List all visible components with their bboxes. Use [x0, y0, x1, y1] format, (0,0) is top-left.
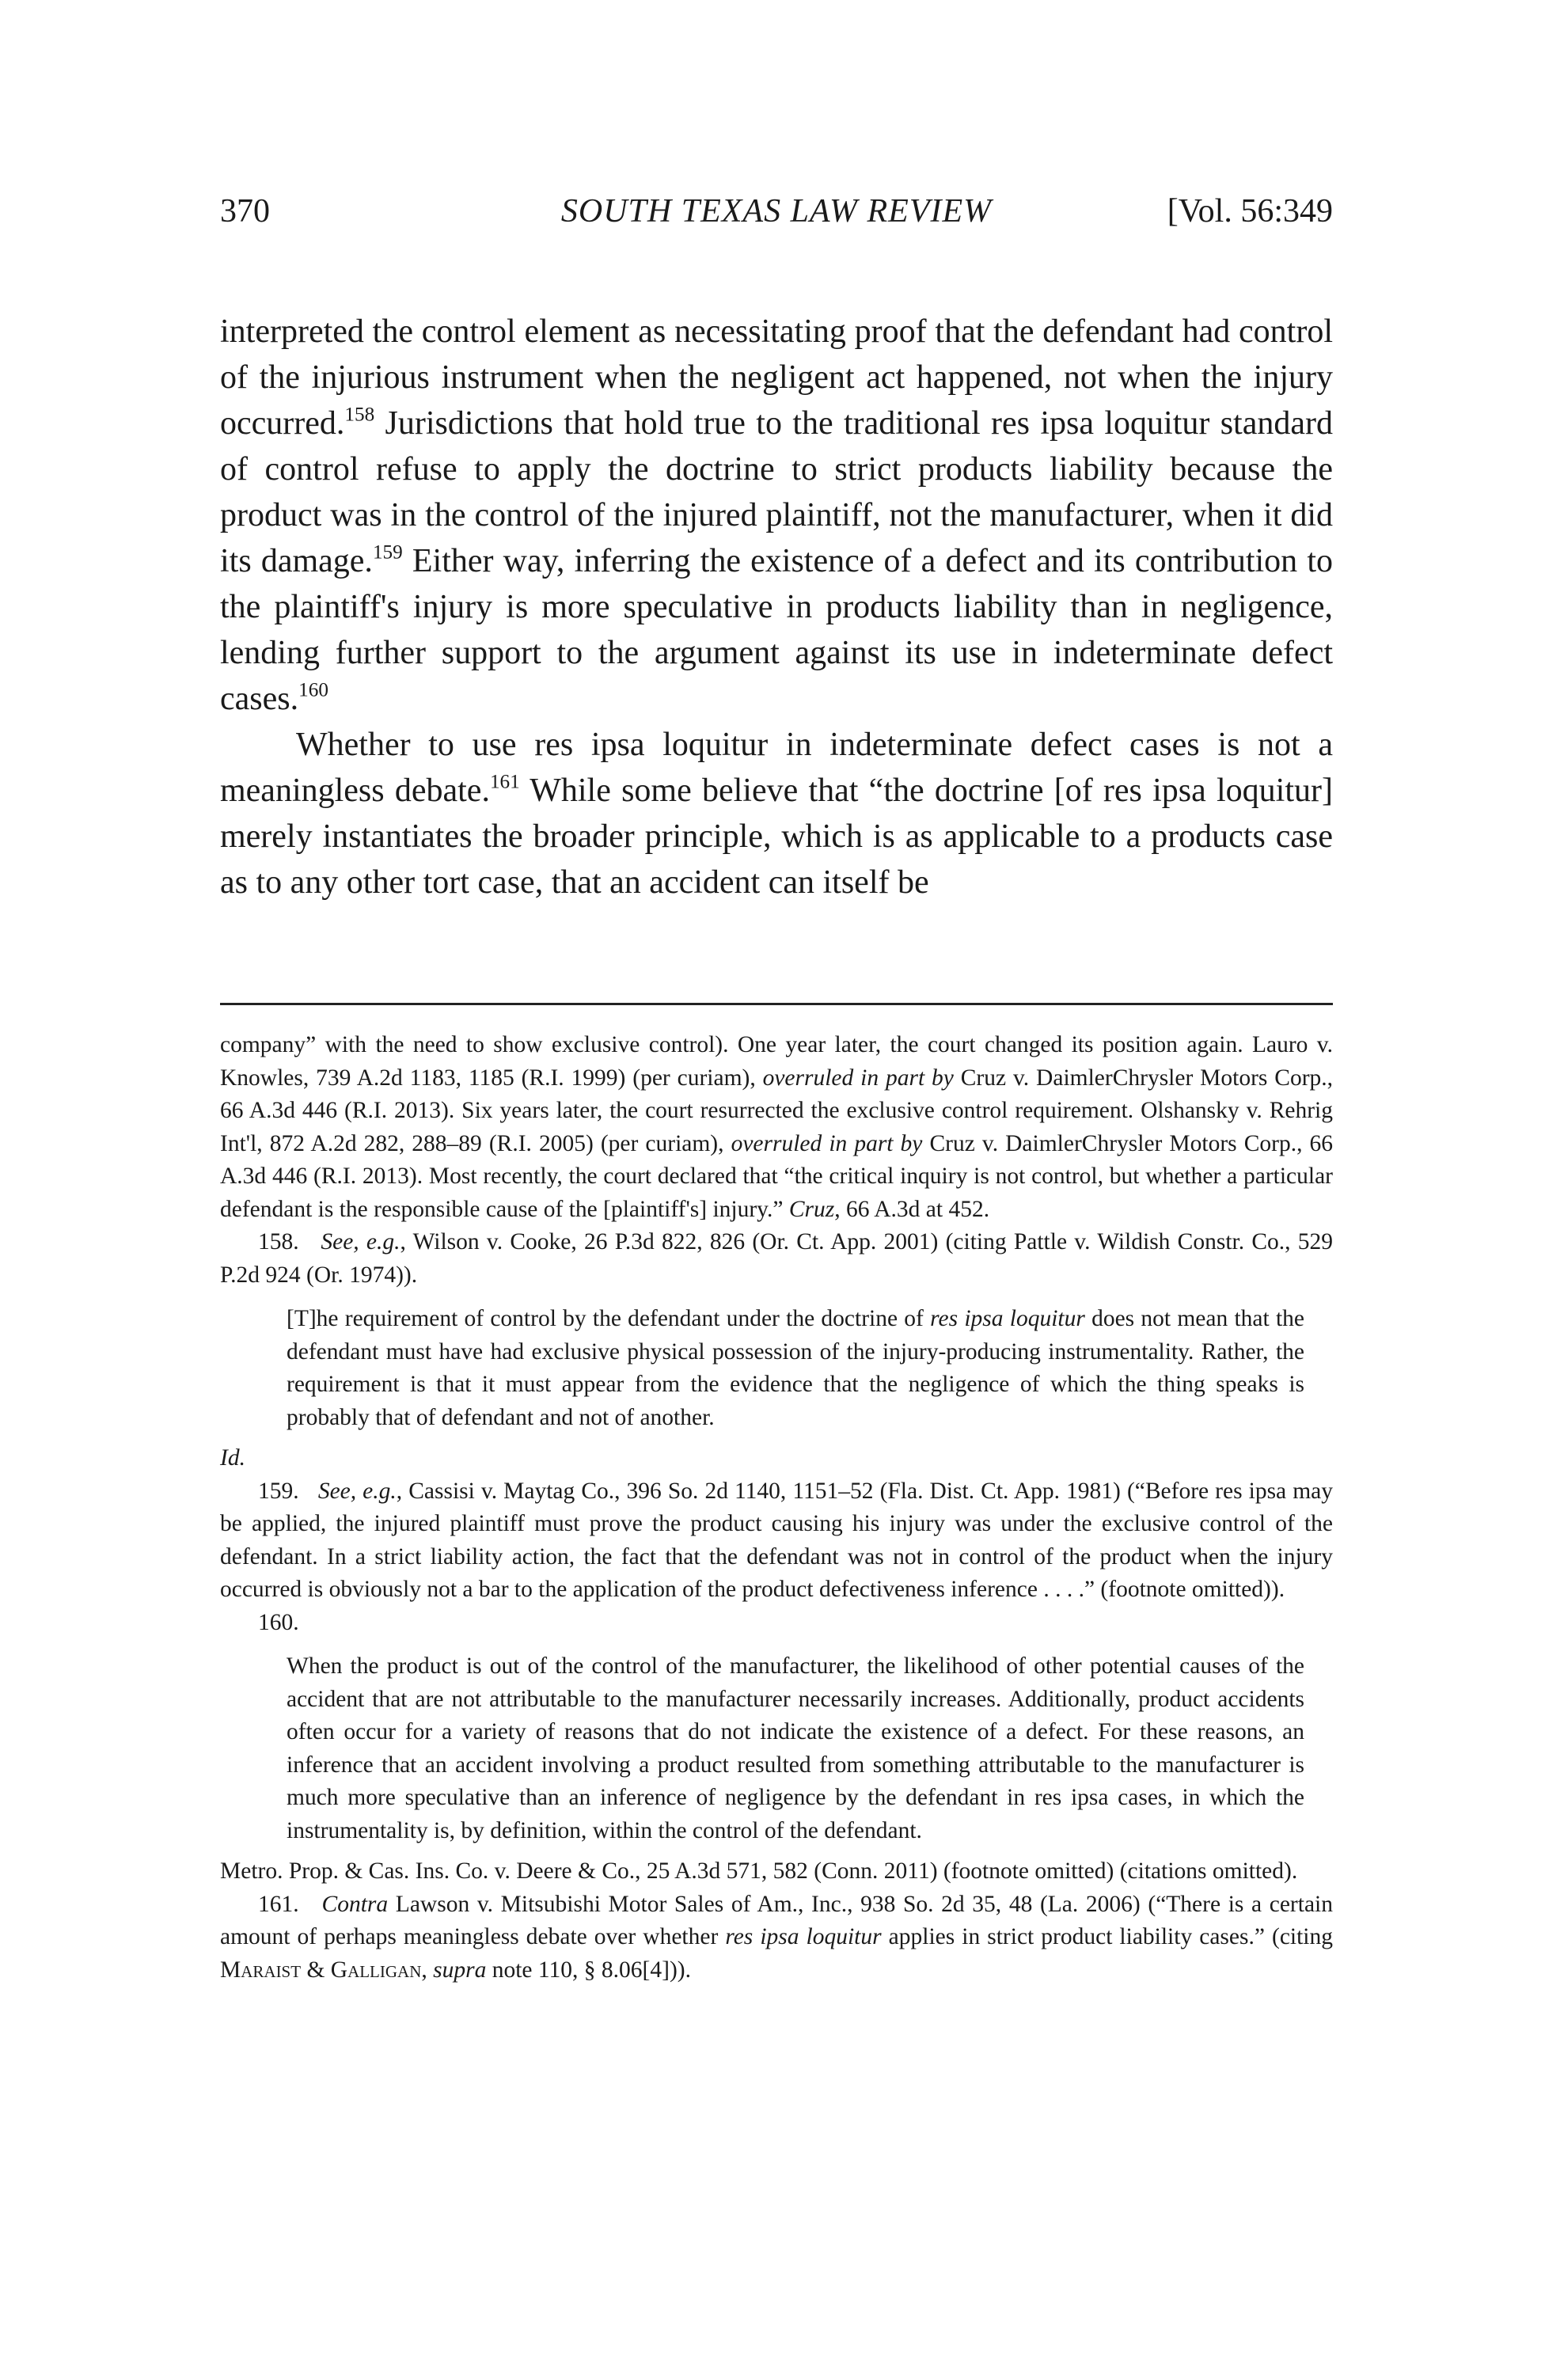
- block-quote: [T]he requirement of control by the defendant under the doctrine of res ipsa loquitur does not mean that the defendant must have had exclusive physical possession of the injury-producing instrumentality. Rather, the requirement is that it must appear from the evidence that the negligence of which the thing speaks is probably that of defendant and not of another.: [287, 1306, 1304, 1430]
- footnote-160-citation: Metro. Prop. & Cas. Ins. Co. v. Deere & Co., 25 A.3d 571, 582 (Conn. 2011) (footnote omitted) (citations omitted).: [220, 1858, 1298, 1884]
- footnote-160-number: 160.: [258, 1609, 299, 1635]
- footnote-separator: [220, 1003, 1333, 1005]
- page-number: 370: [220, 193, 270, 230]
- footnote-continued: company” with the need to show exclusive control). One year later, the court changed its position again. Lauro v. Knowles, 739 A.2d 1183, 1185 (R.I. 1999) (per curiam), overruled in part by Cruz v. DaimlerChrysler Motors Corp., 66 A.3d 446 (R.I. 2013). Six years later, the court resurrected the exclusive control requirement. Olshansky v. Rehrig Int'l, 872 A.2d 282, 288–89 (R.I. 2005) (per curiam), overruled in part by Cruz v. DaimlerChrysler Motors Corp., 66 A.3d 446 (R.I. 2013). Most recently, the court declared that “the critical inquiry is not control, but whether a particular defendant is the responsible cause of the [plaintiff's] injury.” Cruz, 66 A.3d at 452.: [220, 1032, 1334, 1222]
- footnote-ref-161: 161: [489, 771, 520, 793]
- footnote-161: 161. Contra Lawson v. Mitsubishi Motor Sales of Am., Inc., 938 So. 2d 35, 48 (La. 2006) (“There is a certain amount of perhaps meaningless debate over whether res ipsa loquitur applies in strict product liability cases.” (citing Maraist & Galligan, supra note 110, § 8.06[4])).: [220, 1891, 1333, 1983]
- volume-citation: [Vol. 56:349: [1167, 193, 1333, 230]
- footnote-158: 158. See, e.g., Wilson v. Cooke, 26 P.3d 822, 826 (Or. Ct. App. 2001) (citing Pattle v. Wildish Constr. Co., 529 P.2d 924 (Or. 1974)).: [220, 1229, 1334, 1288]
- footnotes: [220, 1029, 1333, 1987]
- id-citation: Id.: [220, 1445, 245, 1471]
- footnote-ref-158: 158: [344, 404, 375, 426]
- footnote-159: 159. See, e.g., Cassisi v. Maytag Co., 396 So. 2d 1140, 1151–52 (Fla. Dist. Ct. App. 1981) (“Before res ipsa may be applied, the injured plaintiff must prove the product causing his injury was under the exclusive control of the defendant. In a strict liability action, the fact that the defendant was not in control of the product when the injury occurred is obviously not a bar to the application of the product defectiveness inference . . . .” (footnote omitted)).: [220, 1478, 1334, 1602]
- footnote-ref-160: 160: [298, 679, 328, 701]
- running-header: [220, 192, 1333, 248]
- body-paragraph: Whether to use res ipsa loquitur in indeterminate defect cases is not a meaningless debate.$^{161}$ While some believe that “the doctrine [of res ipsa loquitur] merely instantiates the broader principle, which is as applicable to a products case as to any other tort case, that an accident can itself be: [220, 727, 1333, 901]
- journal-title: SOUTH TEXAS LAW REVIEW: [560, 193, 993, 230]
- main-text: [220, 309, 1333, 905]
- block-quote: When the product is out of the control of the manufacturer, the likelihood of other potential causes of the accident that are not attributable to the manufacturer necessarily increases. Additionally, product accidents often occur for a variety of reasons that do not indicate the existence of a defect. For these reasons, an inference that an accident involving a product resulted from something attributable to the manufacturer is much more speculative than an inference of negligence by the defendant in res ipsa cases, in which the instrumentality is, by definition, within the control of the defendant.: [287, 1653, 1304, 1843]
- footnote-ref-159: 159: [372, 541, 403, 564]
- body-paragraph: interpreted the control element as necessitating proof that the defendant had control of the injurious instrument when the negligent act happened, not when the injury occurred.$^{158}$ Jurisdictions that hold true to the traditional res ipsa loquitur standard of control refuse to apply the doctrine to strict products liability because the product was in the control of the injured plaintiff, not the manufacturer, when it did its damage.$^{159}$ Either way, inferring the existence of a defect and its contribution to the plaintiff's injury is more speculative in products liability than in negligence, lending further support to the argument against its use in indeterminate defect cases.$^{160}$: [220, 313, 1333, 717]
